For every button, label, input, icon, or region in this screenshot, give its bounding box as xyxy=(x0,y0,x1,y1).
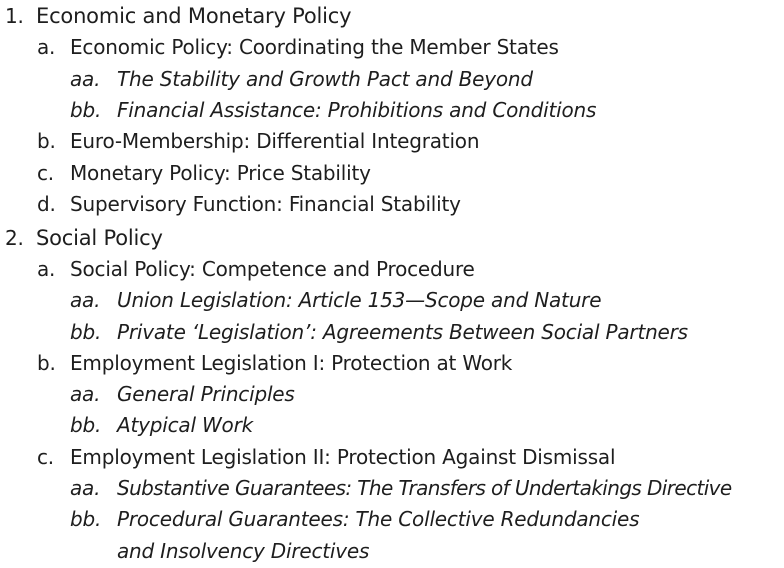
item-number: c. xyxy=(37,161,54,185)
subitem-title: Private ‘Legislation’: Agreements Between Social Partners xyxy=(117,320,688,344)
section-number: 2. xyxy=(5,226,24,250)
subitem-title-continuation: and Insolvency Directives xyxy=(117,539,370,563)
subitem-number: aa. xyxy=(70,288,101,312)
item-number: b. xyxy=(37,129,56,153)
section-title: Economic and Monetary Policy xyxy=(36,4,352,28)
subitem-number: aa. xyxy=(70,476,101,500)
subitem-number: bb. xyxy=(70,98,102,122)
subitem-number: aa. xyxy=(70,67,101,91)
subitem-number: bb. xyxy=(70,320,102,344)
item-title: Employment Legislation I: Protection at Work xyxy=(70,351,513,375)
subitem-number: bb. xyxy=(70,507,102,531)
item-title: Employment Legislation II: Protection Against Dismissal xyxy=(70,445,616,469)
item-number: d. xyxy=(37,192,56,216)
subitem-title: Procedural Guarantees: The Collective Redundancies xyxy=(117,507,640,531)
section-title: Social Policy xyxy=(36,226,163,250)
subitem-number: bb. xyxy=(70,413,102,437)
item-number: b. xyxy=(37,351,56,375)
subitem-title: Financial Assistance: Prohibitions and Conditions xyxy=(117,98,597,122)
item-title: Monetary Policy: Price Stability xyxy=(70,161,371,185)
item-title: Economic Policy: Coordinating the Member States xyxy=(70,35,559,59)
item-number: c. xyxy=(37,445,54,469)
subitem-number: aa. xyxy=(70,382,101,406)
subitem-title: General Principles xyxy=(117,382,295,406)
subitem-title: Substantive Guarantees: The Transfers of Undertakings Directive xyxy=(117,476,732,500)
subitem-title: Union Legislation: Article 153—Scope and Nature xyxy=(117,288,602,312)
item-title: Social Policy: Competence and Procedure xyxy=(70,257,475,281)
item-number: a. xyxy=(37,35,56,59)
subitem-title: The Stability and Growth Pact and Beyond xyxy=(117,67,533,91)
item-number: a. xyxy=(37,257,56,281)
section-number: 1. xyxy=(5,4,24,28)
subitem-title: Atypical Work xyxy=(117,413,253,437)
item-title: Supervisory Function: Financial Stability xyxy=(70,192,461,216)
item-title: Euro-Membership: Differential Integration xyxy=(70,129,480,153)
